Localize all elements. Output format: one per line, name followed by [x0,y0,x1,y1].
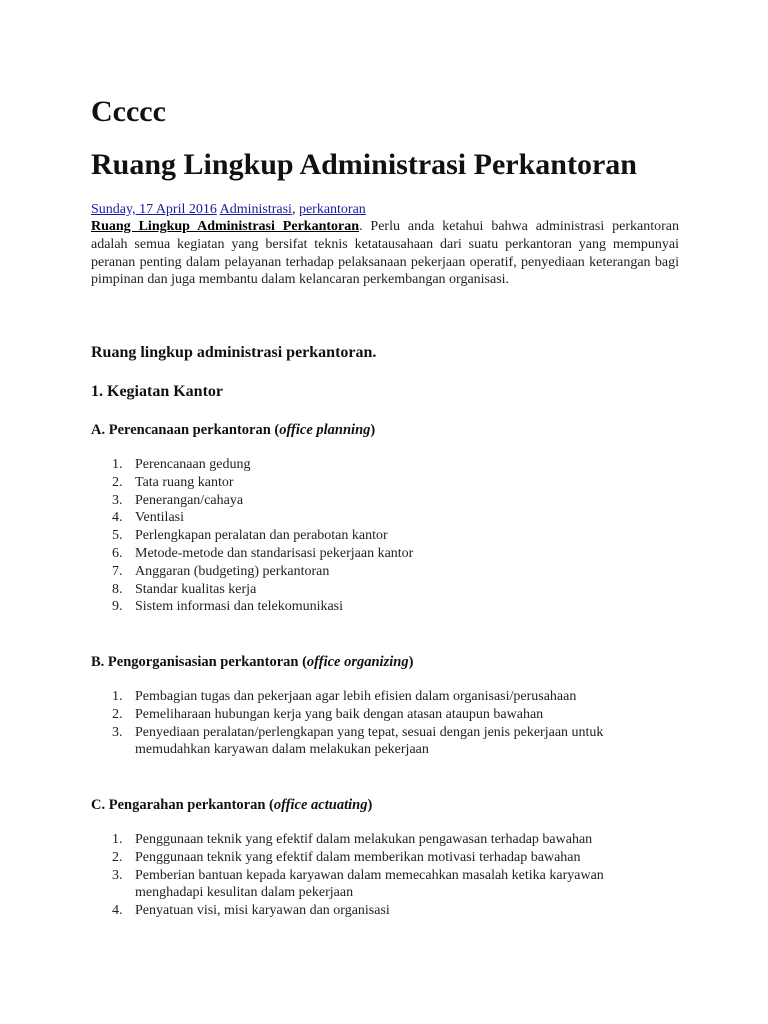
list-item-text: Standar kualitas kerja [135,581,257,597]
list-item [91,688,651,706]
list-item [91,474,679,492]
list-item-number: 2. [112,849,123,865]
list-item-text: Pembagian tugas dan pekerjaan agar lebih efisien dalam organisasi/perusahaan [135,689,577,704]
list-item [91,849,651,867]
list-item-number: 1. [112,689,123,704]
category-separator: , [291,202,296,217]
list-item-number: 2. [112,474,123,490]
list-item-text: Ventilasi [135,510,184,526]
list-item [91,492,679,510]
list-item-text: Penggunaan teknik yang efektif dalam memberikan motivasi terhadap bawahan [135,849,581,865]
list-item [91,545,679,563]
article-title: Ruang Lingkup Administrasi Perkantoran [91,148,637,181]
list-item-number: 1. [112,457,123,472]
list-item-number: 9. [112,599,123,615]
list-item [91,581,679,599]
list-item-text: Penyediaan peralatan/perlengkapan yang tepat, sesuai dengan jenis pekerjaan untuk memudahkan karyawan dalam melakukan pekerjaan [135,724,604,758]
list-item-number: 2. [112,706,123,722]
document-title: Ccccc [91,95,166,128]
list-item [91,867,651,903]
list-item-number: 3. [112,492,123,508]
list-item [91,724,651,760]
list-item-number: 4. [112,510,123,526]
list-item-text: Anggaran (budgeting) perkantoran [135,563,330,579]
list-item-number: 7. [112,563,123,579]
sectionB-list [91,688,651,759]
list-item-number: 8. [112,581,123,597]
intro-text: . Perlu anda ketahui bahwa administrasi perkantoran adalah semua kegiatan yang bersifat teknis ketatausahaan dari suatu perkantoran yang mempunyai peranan penting dalam pelayanan terhadap pelaksanaan pekerjaan operatif, penyediaan keterangan bagi pimpinan dan juga membantu dalam kelancaran perkembangan organisasi. [91,219,679,288]
list-item-number: 6. [112,545,123,561]
list-item [91,902,651,920]
post-meta [91,201,366,219]
list-item [91,831,651,849]
list-item [91,509,679,527]
list-item-text: Penyatuan visi, misi karyawan dan organisasi [135,903,390,919]
list-item-text: Pemeliharaan hubungan kerja yang baik dengan atasan ataupun bawahan [135,706,544,722]
list-item-number: 3. [112,724,123,740]
scope-heading: Ruang lingkup administrasi perkantoran. [91,344,377,361]
list-item-number: 4. [112,903,123,919]
sectionA-heading: A. Perencanaan perkantoran (office planning) [91,422,376,438]
list-item-text: Pemberian bantuan kepada karyawan dalam memecahkan masalah ketika karyawan menghadapi kesulitan dalam pekerjaan [135,867,604,901]
sectionA-list [91,456,679,616]
list-item-text: Tata ruang kantor [135,474,234,490]
category-link-perkantoran[interactable]: perkantoran [298,202,366,217]
sectionB-heading: B. Pengorganisasian perkantoran (office organizing) [91,654,414,670]
list-item [91,563,679,581]
sectionC-list [91,831,651,920]
list-item-text: Metode-metode dan standarisasi pekerjaan kantor [135,545,414,561]
list-item-text: Penerangan/cahaya [135,492,244,508]
post-date-link[interactable]: Sunday, 17 April 2016 [91,202,217,217]
intro-bold-lead: Ruang Lingkup Administrasi Perkantoran [91,219,360,234]
list-item [91,598,679,616]
intro-paragraph [91,218,679,289]
category-link-administrasi[interactable]: Administrasi [219,202,292,217]
list-item-text: Perlengkapan peralatan dan perabotan kantor [135,528,388,544]
list-item-text: Perencanaan gedung [135,457,251,472]
list-item-number: 1. [112,832,123,847]
sectionC-heading: C. Pengarahan perkantoran (office actuating) [91,797,373,813]
section1-heading: 1. Kegiatan Kantor [91,383,223,400]
list-item-text: Sistem informasi dan telekomunikasi [135,599,344,615]
list-item [91,527,679,545]
list-item-text: Penggunaan teknik yang efektif dalam melakukan pengawasan terhadap bawahan [135,832,593,847]
list-item [91,456,679,474]
list-item-number: 3. [112,867,123,883]
list-item-number: 5. [112,528,123,544]
list-item [91,706,651,724]
